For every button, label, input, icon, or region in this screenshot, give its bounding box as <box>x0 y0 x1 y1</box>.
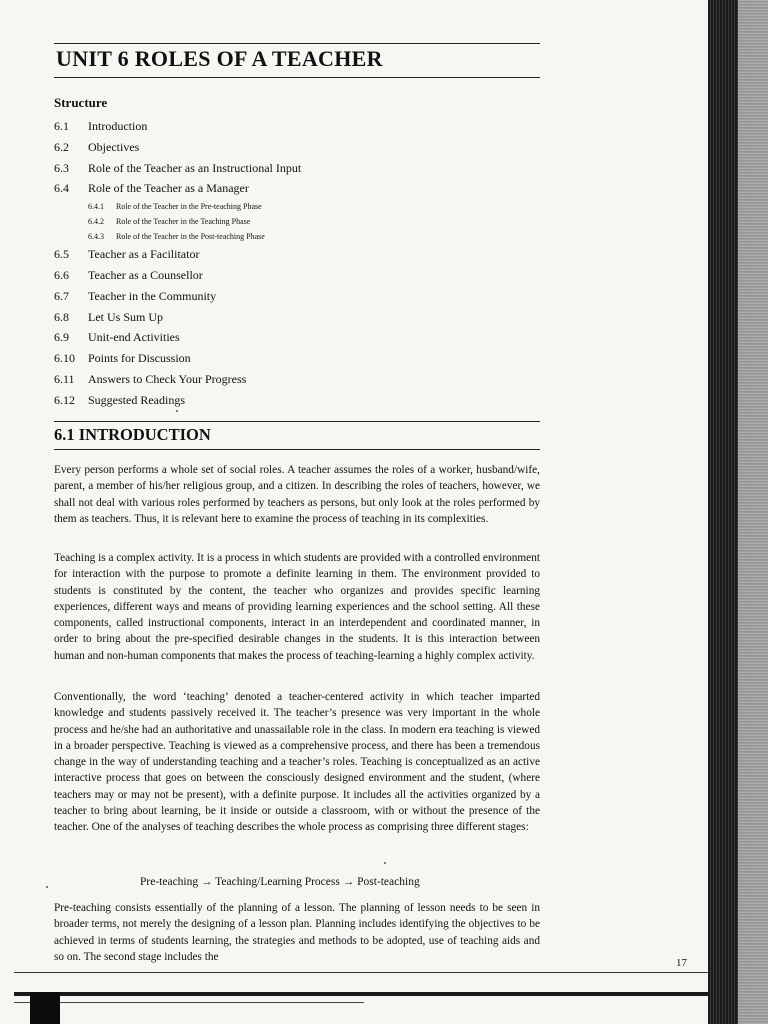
paragraph-2: Teaching is a complex activity. It is a process in which students are provided with a controlled environment for interaction with the purpose to promote a definite learning in them. The environment provided to students is constituted by the content, the teacher who organizes and provides specific learning experiences, different ways and means of providing learning experiences and the school setting. All these components, called instructional components, interact in an interdependent and coordinated manner, in order to bring about the pre-specified desirable changes in the students. It is this interaction between human and non-human components that makes the process of teaching-learning a highly complex activity. <box>54 552 540 662</box>
toc-number: 6.9 <box>54 330 69 345</box>
toc-item-6-7 <box>54 286 534 307</box>
toc-item-6-3 <box>54 158 534 179</box>
toc-subitem-6-4-1 <box>54 199 534 214</box>
unit-title: UNIT 6 ROLES OF A TEACHER <box>56 46 383 71</box>
scan-bottom-bar <box>14 992 708 996</box>
toc-title: Role of the Teacher in the Teaching Phase <box>116 217 251 227</box>
toc-title: Role of the Teacher as an Instructional Input <box>88 160 302 175</box>
scan-speck <box>46 886 48 888</box>
toc-number: 6.4.1 <box>88 202 104 212</box>
section-rule-top <box>54 421 540 422</box>
paragraph-4: Pre-teaching consists essentially of the planning of a lesson. The planning of lesson needs to be seen in broader terms, not merely the designing of a lesson plan. Planning includes identifying the objectives to be achieved in terms of students learning, the strategies and methods to be adopted, use of teaching aids and so on. The second stage includes the <box>54 902 540 963</box>
toc-item-6-12 <box>54 390 534 411</box>
toc-title: Role of the Teacher as a Manager <box>88 181 249 196</box>
toc-number: 6.4 <box>54 181 69 196</box>
title-rule-bottom <box>54 77 540 78</box>
toc-number: 6.1 <box>54 119 69 133</box>
teaching-stages-flow: Pre-teaching → Teaching/Learning Process → Post-teaching <box>140 876 420 888</box>
table-of-contents <box>54 116 534 411</box>
toc-title: Suggested Readings <box>88 392 185 407</box>
toc-title: Role of the Teacher in the Pre-teaching Phase <box>116 202 262 212</box>
toc-title: Points for Discussion <box>88 351 191 366</box>
toc-item-6-8 <box>54 307 534 328</box>
toc-title: Unit-end Activities <box>88 330 180 345</box>
paragraph-3: Conventionally, the word ‘teaching’ denoted a teacher-centered activity in which teacher imparted knowledge and students passively received it. The teacher’s presence was very important in the whole process and he/she had an authoritative and unassailable role in the class. In modern era teaching is viewed in a broader perspective. Teaching is viewed as a comprehensive process, and there has been a tremendous change in the way of understanding teaching and a teacher’s roles. Teaching is conceptualized as an active interactive process that goes on between the consciously designed environment and the student, (where teachers may or may not be present), with a definite purpose. It includes all the activities organized by a teacher to bring about learning, be it inside or outside a classroom, with or without the presence of the teacher. One of the analyses of teaching describes the whole process as comprising three different stages: <box>54 691 540 834</box>
toc-number: 6.4.3 <box>88 232 104 242</box>
page-stack-edge <box>738 0 768 1024</box>
title-rule-top <box>54 43 540 44</box>
toc-item-6-4 <box>54 178 534 199</box>
toc-title: Teacher as a Counsellor <box>88 267 203 282</box>
scan-speck <box>176 410 178 412</box>
toc-title: Role of the Teacher in the Post-teaching Phase <box>116 232 265 242</box>
page-number: 17 <box>676 957 687 969</box>
toc-number: 6.2 <box>54 139 69 154</box>
toc-number: 6.3 <box>54 160 69 175</box>
toc-number: 6.7 <box>54 288 69 303</box>
toc-item-6-10 <box>54 348 534 369</box>
scan-bottom-edge <box>0 984 708 1024</box>
scan-corner-block <box>30 992 60 1024</box>
toc-number: 6.8 <box>54 309 69 324</box>
toc-subitem-6-4-3 <box>54 229 534 244</box>
toc-title: Answers to Check Your Progress <box>88 371 247 386</box>
toc-item-6-5 <box>54 244 534 265</box>
toc-item-6-6 <box>54 265 534 286</box>
toc-item-6-1 <box>54 116 534 137</box>
toc-item-6-9 <box>54 327 534 348</box>
footer-rule <box>14 972 708 973</box>
toc-title: Let Us Sum Up <box>88 309 163 324</box>
toc-item-6-11 <box>54 369 534 390</box>
toc-title: Teacher as a Facilitator <box>88 247 200 262</box>
scan-speck <box>384 862 386 864</box>
toc-number: 6.12 <box>54 392 75 407</box>
toc-number: 6.11 <box>54 371 75 386</box>
toc-number: 6.5 <box>54 247 69 262</box>
toc-title: Teacher in the Community <box>88 288 217 303</box>
toc-number: 6.4.2 <box>88 217 104 227</box>
toc-number: 6.10 <box>54 351 75 366</box>
scan-bottom-line <box>14 1002 364 1003</box>
toc-title: Objectives <box>88 139 140 154</box>
toc-title: Introduction <box>88 119 148 133</box>
section-heading: 6.1 INTRODUCTION <box>54 425 211 444</box>
toc-subitem-6-4-2 <box>54 214 534 229</box>
toc-number: 6.6 <box>54 267 69 282</box>
scan-binding-edge <box>708 0 768 1024</box>
structure-heading: Structure <box>54 95 108 110</box>
paragraph-1: Every person performs a whole set of social roles. A teacher assumes the roles of a worker, husband/wife, parent, a member of his/her religious group, and a citizen. In describing the roles of teachers, however, we shall not deal with various roles performed by teachers as persons, but only look at the roles performed by them as teachers. Thus, it is relevant here to examine the process of teaching in its complexities. <box>54 464 540 525</box>
section-rule-bottom <box>54 449 540 450</box>
toc-item-6-2 <box>54 137 534 158</box>
